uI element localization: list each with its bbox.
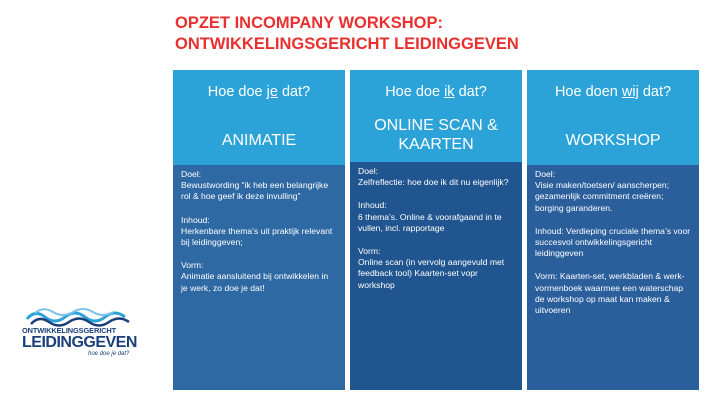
column-paragraph: Doel: Visie maken/toetsen/ aanscherpen; gezamenlijk commitment creëren; borging garanderen.: [535, 169, 670, 213]
column-body: [350, 162, 522, 390]
column-paragraph: Doel: Bewustwording “ik heb een belangrijke rol & hoe geef ik deze invulling”: [181, 169, 329, 202]
column-header: [173, 70, 345, 165]
slide-title: [175, 13, 595, 55]
title-line-1: OPZET INCOMPANY WORKSHOP:: [175, 14, 443, 32]
column-paragraph: Vorm: Animatie aansluitend bij ontwikkelen in je werk, zo doe je dat!: [181, 260, 329, 293]
logo-line-1: ONTWIKKELINGSGERICHT: [22, 326, 117, 335]
column-paragraph: Vorm: Online scan (in vervolg aangevuld met feedback tool) Kaarten-set vopr workshop: [358, 246, 505, 290]
column-paragraph: Inhoud: Herkenbare thema’s uit praktijk relevant bij leidinggeven;: [181, 214, 333, 248]
column-paragraph: Inhoud: 6 thema’s. Online & voorafgaand in te vullen, incl. rapportage: [358, 200, 502, 233]
column-name: ANIMATIE: [221, 132, 297, 149]
title-line-2: ONTWIKKELINGSGERICHT LEIDINGGEVEN: [175, 35, 519, 53]
column-animatie: [173, 70, 345, 390]
column-question: Hoe doen wij dat?: [554, 84, 672, 100]
brand-logo: [20, 305, 140, 360]
column-paragraph: Doel: Zelfreflectie: hoe doe ik dit nu eigenlijk?: [358, 166, 509, 188]
column-header: [527, 70, 699, 165]
column-body: [527, 165, 699, 390]
column-name: ONLINE SCAN & KAARTEN: [374, 117, 498, 153]
column-workshop: [527, 70, 699, 390]
column-name: WORKSHOP: [565, 132, 661, 149]
column-paragraph: Vorm: Kaarten-set, werkbladen & werk-vormenboek waarmee een waterschap de workshop op maat kan maken & uitvoeren: [535, 271, 685, 316]
column-question: Hoe doe ik dat?: [385, 84, 487, 100]
waves-icon: [25, 305, 135, 327]
column-header: [350, 70, 522, 162]
column-paragraph: Inhoud: Verdieping cruciale thema’s voor succesvol ontwikkelingsgericht leidinggeven: [535, 225, 691, 259]
logo-line-2: LEIDINGGEVEN: [22, 334, 137, 351]
column-online-scan: [350, 70, 522, 390]
column-question: Hoe doe je dat?: [207, 84, 311, 100]
logo-tagline: hoe doe je dat?: [88, 351, 130, 357]
column-body: [173, 165, 345, 390]
